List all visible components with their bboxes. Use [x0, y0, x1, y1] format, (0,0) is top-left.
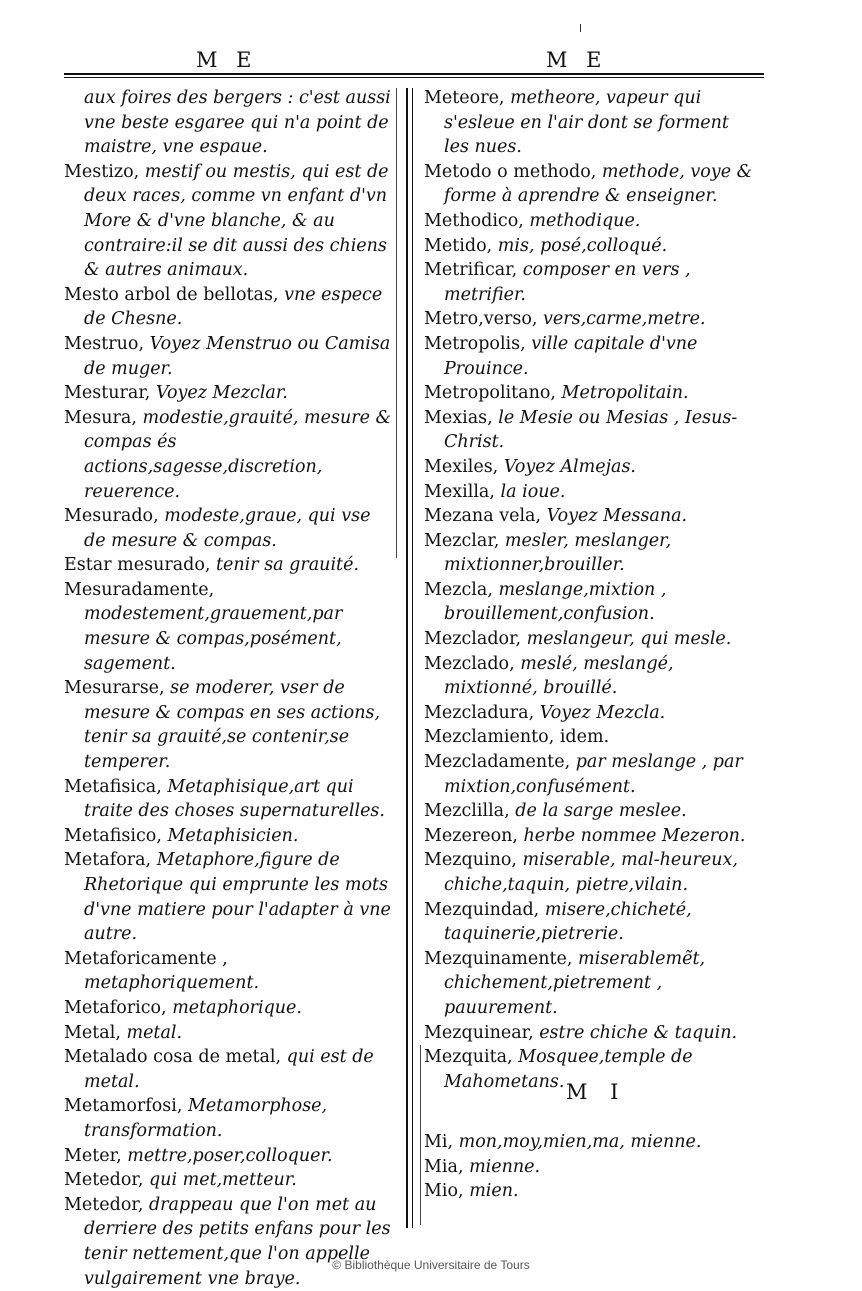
- headword: Metropolis,: [424, 333, 526, 354]
- headword: Metedor,: [64, 1170, 144, 1191]
- dictionary-entry: [424, 234, 754, 259]
- headword: Mezquindad,: [424, 899, 540, 920]
- definition: metheore, vapeur qui s'esleue en l'air dont se forment les nues.: [444, 88, 729, 158]
- dictionary-entry: [424, 652, 754, 701]
- definition: metaphoriquement.: [84, 973, 260, 994]
- headword: Methodico,: [424, 210, 524, 231]
- definition: modestement,grauement,par mesure & compas,posément, sagement.: [84, 604, 343, 674]
- headword: Mesurado,: [64, 506, 159, 527]
- section-mi-entries: [424, 1130, 754, 1204]
- headword: Mezclilla,: [424, 801, 510, 822]
- dictionary-entry: [424, 332, 754, 381]
- dictionary-entry: [424, 258, 754, 307]
- headword: Mio,: [424, 1181, 464, 1202]
- dictionary-entry: [64, 824, 394, 849]
- definition: herbe nommee Mezeron.: [517, 825, 746, 846]
- definition: mon,moy,mien,ma, mienne.: [453, 1132, 702, 1152]
- definition: Voyez Messana.: [541, 506, 688, 527]
- definition: mis, posé,colloqué.: [492, 235, 668, 256]
- headword: Mestruo,: [64, 333, 145, 354]
- headword: Meteore,: [424, 88, 505, 108]
- right-column: [424, 86, 754, 1094]
- running-head-right: M E: [546, 48, 608, 72]
- headword: Mezana vela,: [424, 506, 542, 527]
- headword: Mezclar,: [424, 530, 500, 551]
- headword: Mia,: [424, 1156, 464, 1177]
- headword: Metodo o methodo,: [424, 161, 597, 182]
- headword: Metrificar,: [424, 260, 518, 281]
- dictionary-entry: [64, 1144, 394, 1169]
- dictionary-entry: [64, 332, 394, 381]
- headword: Mesurarse,: [64, 678, 165, 699]
- dictionary-entry: [424, 504, 754, 529]
- definition: misere,chicheté, taquinerie,pietrerie.: [444, 899, 692, 945]
- definition: Metaphisique,art qui traite des choses supernaturelles.: [84, 776, 385, 822]
- definition: par meslange , par mixtion,confusément.: [444, 752, 743, 797]
- headword: Metamorfosi,: [64, 1096, 183, 1117]
- definition: vne espece de Chesne.: [84, 284, 383, 330]
- copyright-notice: © Bibliothèque Universitaire de Tours: [332, 1258, 530, 1272]
- dictionary-entry: [424, 455, 754, 480]
- headword: Mesuradamente,: [64, 579, 215, 600]
- print-mark: [580, 24, 581, 32]
- definition: methodique.: [523, 210, 641, 231]
- dictionary-entry: [424, 701, 754, 726]
- column-divider-thin: [412, 88, 413, 1228]
- dictionary-entry: [64, 1193, 394, 1291]
- definition: se moderer, vser de mesure & compas en ses actions, tenir sa grauité,se contenir,se temperer.: [84, 678, 381, 773]
- dictionary-entry: [424, 1179, 754, 1204]
- dictionary-entry: [64, 553, 394, 578]
- dictionary-entry: [424, 898, 754, 947]
- headword: Mesturar,: [64, 383, 151, 404]
- definition: la ioue.: [494, 481, 566, 502]
- headword: Metro,verso,: [424, 309, 538, 330]
- dictionary-entry: [424, 406, 754, 455]
- section-heading-mi: M I: [566, 1080, 627, 1104]
- headword: Mezquino,: [424, 850, 517, 871]
- definition: metal.: [120, 1022, 183, 1043]
- headword: Metal,: [64, 1022, 121, 1043]
- dictionary-entry: [64, 848, 394, 946]
- headword: Metropolitano,: [424, 383, 556, 404]
- definition: composer en vers , metrifier.: [444, 260, 691, 305]
- dictionary-entry: [64, 775, 394, 824]
- definition: ville capitale d'vne Prouince.: [444, 333, 698, 379]
- headword: Mexias,: [424, 407, 493, 428]
- dictionary-entry: [424, 480, 754, 505]
- column-divider-lower: [420, 1045, 421, 1225]
- headword: Metido,: [424, 235, 493, 256]
- definition: miserable, mal-heureux, chiche,taquin, pietre,vilain.: [444, 850, 738, 895]
- definition: meslange,mixtion , brouillement,confusion.: [444, 579, 667, 625]
- headword: Metalado cosa de metal,: [64, 1047, 282, 1068]
- headword: Mezcladamente,: [424, 752, 571, 773]
- dictionary-entry: [424, 86, 754, 160]
- definition: modeste,graue, qui vse de mesure & compas.: [84, 506, 371, 551]
- definition: mienne.: [463, 1156, 541, 1177]
- headword: Mestizo,: [64, 161, 140, 182]
- headword: Metafisico,: [64, 825, 162, 846]
- definition: meslé, meslangé, mixtionné, brouillé.: [444, 653, 674, 699]
- dictionary-entry: [424, 160, 754, 209]
- definition: Metaphore,figure de Rhetorique qui emprunte les mots d'vne matiere pour l'adapter à vne autre.: [84, 850, 391, 945]
- dictionary-entry: [424, 1130, 754, 1155]
- dictionary-entry: [424, 947, 754, 1021]
- definition: drappeau que l'on met au derriere des petits enfans pour les tenir nettement,que l'on appelle vulgairement vne braye.: [84, 1194, 391, 1289]
- definition: qui met,metteur.: [143, 1170, 297, 1191]
- dictionary-entry: [424, 381, 754, 406]
- definition: Voyez Menstruo ou Camisa de muger.: [84, 333, 391, 379]
- dictionary-entry: [424, 307, 754, 332]
- dictionary-entry: [64, 406, 394, 504]
- left-column: [64, 86, 394, 1291]
- headword: Metafisica,: [64, 776, 162, 797]
- definition: Metropolitain.: [555, 383, 689, 404]
- headword: Mesura,: [64, 407, 137, 428]
- headword: Mexilla,: [424, 481, 495, 502]
- headword: Mezereon,: [424, 825, 518, 846]
- headword: Metafora,: [64, 850, 152, 871]
- dictionary-entry: [64, 86, 394, 160]
- dictionary-entry: [64, 504, 394, 553]
- headword: Mezquinear,: [424, 1022, 534, 1043]
- definition: Voyez Almejas.: [498, 456, 636, 477]
- dictionary-entry: [424, 578, 754, 627]
- headword: Metaforico,: [64, 997, 167, 1018]
- definition: mien.: [463, 1181, 519, 1202]
- definition: mesler, meslanger, mixtionner,brouiller.: [444, 530, 672, 576]
- dictionary-entry: [424, 529, 754, 578]
- dictionary-entry: [424, 1021, 754, 1046]
- dictionary-entry: [424, 824, 754, 849]
- definition: qui est de metal.: [84, 1047, 374, 1092]
- definition: Metamorphose, transformation.: [84, 1096, 328, 1141]
- headword: Mi,: [424, 1132, 454, 1152]
- definition: miserablemẽt, chichement,pietrement , pauurement.: [444, 948, 706, 1018]
- dictionary-entry: [424, 725, 754, 750]
- definition: aux foires des bergers : c'est aussi vne beste esgaree qui n'a point de maistre, vne espaue.: [84, 88, 391, 158]
- definition: modestie,grauité, mesure & compas és actions,sagesse,discretion, reuerence.: [84, 407, 392, 502]
- header-rule-thin: [64, 77, 764, 78]
- dictionary-entry: [424, 848, 754, 897]
- headword: Mezquita,: [424, 1047, 513, 1068]
- headword: Mesto arbol de bellotas,: [64, 284, 279, 305]
- definition: mettre,poser,colloquer.: [121, 1145, 333, 1166]
- definition: meslangeur, qui mesle.: [521, 629, 732, 650]
- definition: Voyez Mezclar.: [150, 383, 288, 404]
- definition: metaphorique.: [166, 997, 302, 1018]
- headword: Mezclador,: [424, 629, 522, 650]
- dictionary-entry: [424, 209, 754, 234]
- headword: Mezcladura,: [424, 702, 535, 723]
- definition: tenir sa grauité.: [210, 555, 359, 576]
- dictionary-entry: [64, 283, 394, 332]
- dictionary-entry: [64, 1094, 394, 1143]
- dictionary-entry: [424, 750, 754, 799]
- headword: Meter,: [64, 1145, 122, 1166]
- running-head-left: M E: [196, 48, 258, 72]
- definition: estre chiche & taquin.: [533, 1022, 738, 1043]
- definition: vers,carme,metre.: [537, 309, 706, 330]
- definition: de la sarge meslee.: [509, 801, 687, 822]
- dictionary-entry: [424, 1155, 754, 1180]
- dictionary-entry: [424, 799, 754, 824]
- dictionary-entry: [64, 676, 394, 774]
- headword: Estar mesurado,: [64, 555, 211, 576]
- dictionary-entry: [64, 1168, 394, 1193]
- dictionary-entry: [64, 996, 394, 1021]
- headword: Metedor,: [64, 1194, 144, 1215]
- headword: Metaforicamente ,: [64, 948, 228, 969]
- headword: Mexiles,: [424, 456, 499, 477]
- dictionary-entry: [64, 947, 394, 996]
- definition: methode, voye & forme à aprendre & enseigner.: [444, 161, 753, 207]
- definition: Voyez Mezcla.: [534, 702, 666, 723]
- column-divider-upper: [396, 88, 397, 558]
- dictionary-entry: [64, 160, 394, 283]
- headword: Mezclamiento, idem.: [424, 727, 610, 748]
- definition: Metaphisicien.: [161, 825, 299, 846]
- header-rule: [64, 73, 764, 75]
- definition: mestif ou mestis, qui est de deux races, comme vn enfant d'vn More & d'vne blanche, & au contraire:il se dit aussi des chiens & autres animaux.: [84, 161, 389, 281]
- headword: Mezquinamente,: [424, 948, 573, 969]
- definition: Mosquee,temple de Mahometans.: [444, 1047, 693, 1092]
- dictionary-entry: [64, 1045, 394, 1094]
- headword: Mezcla,: [424, 579, 493, 600]
- definition: le Mesie ou Mesias , Iesus-Christ.: [444, 407, 738, 453]
- column-divider: [406, 88, 408, 1228]
- headword: Mezclado,: [424, 653, 515, 674]
- dictionary-entry: [424, 627, 754, 652]
- dictionary-entry: [64, 578, 394, 676]
- dictionary-entry: [64, 1021, 394, 1046]
- dictionary-entry: [64, 381, 394, 406]
